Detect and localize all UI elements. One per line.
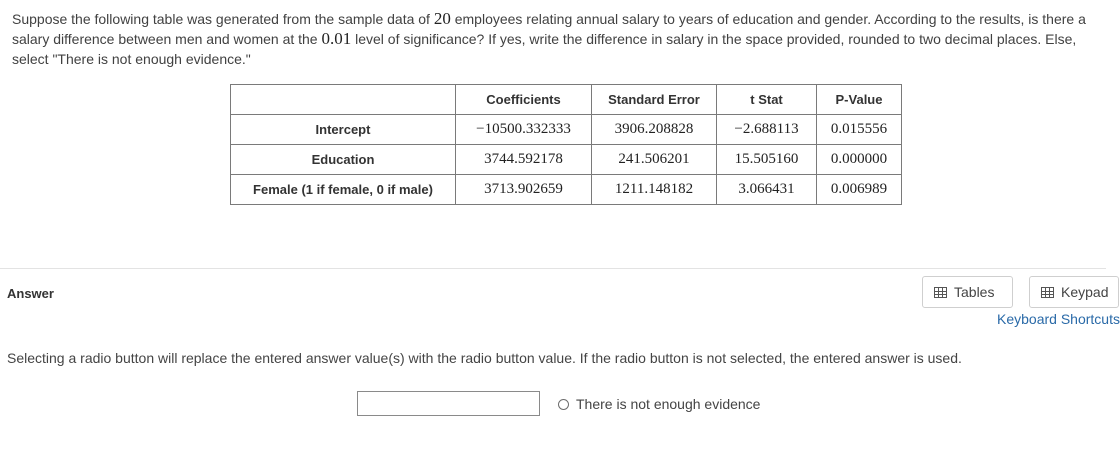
table-row <box>231 115 902 145</box>
table-header-p-value: P-Value <box>817 85 902 115</box>
section-divider <box>0 268 1106 269</box>
cell-coefficient: −10500.332333 <box>456 115 592 145</box>
radio-label: There is not enough evidence <box>576 396 761 412</box>
row-label-intercept: Intercept <box>231 115 456 145</box>
question-text <box>12 9 1098 69</box>
question-part2: employees relating annual salary to years of education and gender. According to the results, is there a salary difference between men and women at the <box>12 11 1086 47</box>
cell-p-value: 0.000000 <box>817 145 902 175</box>
cell-standard-error: 241.506201 <box>592 145 717 175</box>
table-header-coefficients: Coefficients <box>456 85 592 115</box>
radio-unchecked-icon[interactable] <box>558 399 569 410</box>
row-label-education: Education <box>231 145 456 175</box>
cell-coefficient: 3713.902659 <box>456 175 592 205</box>
regression-table <box>230 84 902 205</box>
cell-coefficient: 3744.592178 <box>456 145 592 175</box>
tables-button[interactable] <box>922 276 1013 308</box>
tables-button-label: Tables <box>954 284 995 300</box>
cell-standard-error: 1211.148182 <box>592 175 717 205</box>
not-enough-evidence-radio[interactable] <box>558 396 760 412</box>
sample-size: 20 <box>433 9 451 28</box>
question-part3: level of significance? If yes, write the difference in salary in the space provided, rounded to two decimal places. Else, select "There is not enough evidence." <box>12 31 1077 67</box>
question-part1: Suppose the following table was generated from the sample data of <box>12 11 434 27</box>
keypad-button[interactable] <box>1029 276 1119 308</box>
table-header-row <box>231 85 902 115</box>
cell-standard-error: 3906.208828 <box>592 115 717 145</box>
cell-t-stat: −2.688113 <box>717 115 817 145</box>
table-row <box>231 175 902 205</box>
table-header-t-stat: t Stat <box>717 85 817 115</box>
keypad-button-label: Keypad <box>1061 284 1109 300</box>
cell-p-value: 0.006989 <box>817 175 902 205</box>
table-header-standard-error: Standard Error <box>592 85 717 115</box>
answer-label: Answer <box>7 286 54 301</box>
keyboard-shortcuts-link[interactable]: Keyboard Shortcuts <box>997 311 1120 327</box>
cell-t-stat: 15.505160 <box>717 145 817 175</box>
cell-t-stat: 3.066431 <box>717 175 817 205</box>
significance-level: 0.01 <box>321 29 352 48</box>
table-header-blank <box>231 85 456 115</box>
answer-input[interactable] <box>357 391 540 416</box>
radio-instruction: Selecting a radio button will replace the entered answer value(s) with the radio button value. If the radio button is not selected, the entered answer is used. <box>7 350 962 366</box>
keypad-grid-icon <box>1041 287 1054 298</box>
table-grid-icon <box>934 287 947 298</box>
cell-p-value: 0.015556 <box>817 115 902 145</box>
row-label-female: Female (1 if female, 0 if male) <box>231 175 456 205</box>
table-row <box>231 145 902 175</box>
